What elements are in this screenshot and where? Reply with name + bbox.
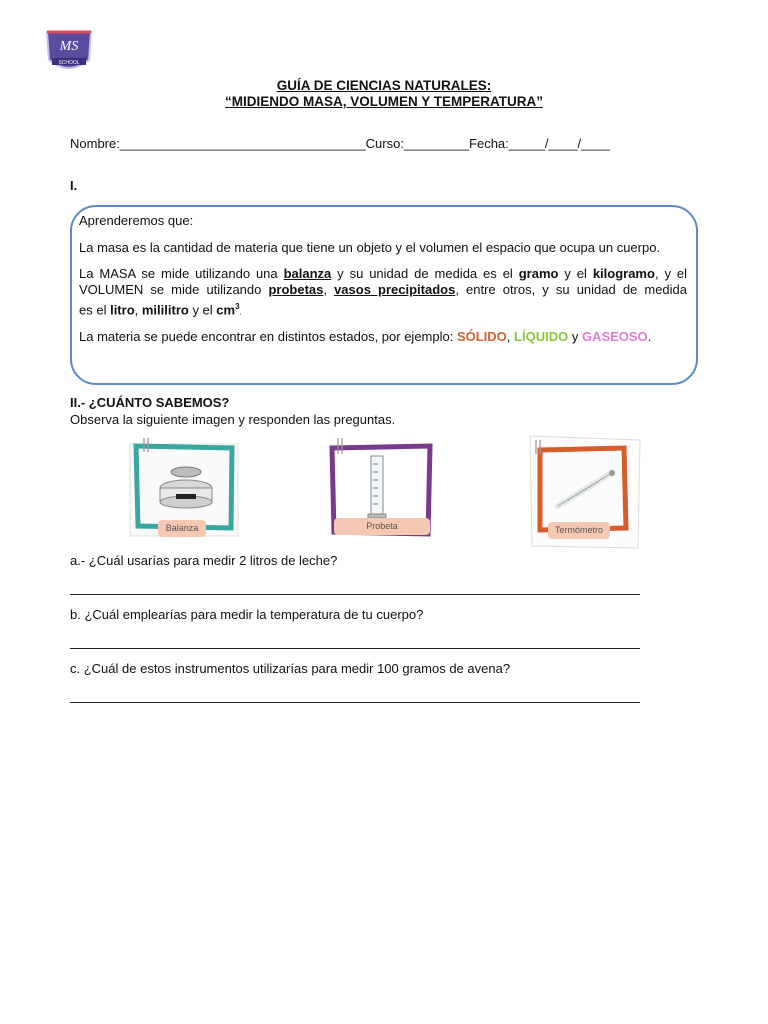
question-c: c. ¿Cuál de estos instrumentos utilizarías para medir 100 gramos de avena?: [70, 661, 511, 676]
title-line-1: GUÍA DE CIENCIAS NATURALES:: [276, 78, 492, 93]
card-probeta-label: Probeta: [334, 518, 430, 535]
state-liquido: LÍQUIDO: [514, 329, 569, 344]
keyword-mililitro: mililitro: [141, 302, 189, 318]
answer-line-b[interactable]: [70, 648, 640, 649]
learning-paragraph-1: La masa es la cantidad de materia que tiene un objeto y el volumen el espacio que ocupa un cuerpo.: [79, 240, 661, 255]
graduated-cylinder-icon: [368, 456, 386, 518]
card-balanza: [128, 438, 240, 540]
answer-line-a[interactable]: [70, 594, 640, 595]
question-b: b. ¿Cuál emplearías para medir la temperatura de tu cuerpo?: [70, 607, 424, 622]
student-info-line: Nombre:__________________________________Curso:_________Fecha:_____/____/____: [70, 136, 610, 151]
learning-intro: Aprenderemos que:: [79, 213, 194, 228]
keyword-litro: litro: [110, 302, 135, 318]
section-2-heading: II.- ¿CUÁNTO SABEMOS?: [70, 395, 230, 410]
card-probeta: [326, 438, 438, 540]
question-a: a.- ¿Cuál usarías para medir 2 litros de leche?: [70, 553, 338, 568]
answer-line-c[interactable]: [70, 702, 640, 703]
section-1-label: I.: [70, 178, 78, 193]
learning-paragraph-2-line-2: VOLUMEN se mide utilizando probetas, vasos precipitados, entre otros, y su unidad de medida: [79, 282, 687, 297]
learning-paragraph-3: La materia se puede encontrar en distintos estados, por ejemplo: SÓLIDO, LÍQUIDO y GASEOSO.: [79, 329, 652, 344]
keyword-cm: cm: [216, 302, 236, 318]
learning-paragraph-2-line-3: es el litro, mililitro y el $cm^3$.: [79, 302, 242, 318]
keyword-vasos: vasos precipitados: [334, 282, 456, 297]
keyword-gramo: gramo: [518, 266, 559, 281]
logo-subtext: SCHOOL: [58, 60, 80, 66]
learning-paragraph-2-line-1: La MASA se mide utilizando una balanza y su unidad de medida es el gramo y el kilogramo, y el: [79, 266, 687, 281]
card-termometro-label: Termómetro: [548, 522, 610, 539]
keyword-balanza: balanza: [283, 266, 332, 281]
school-logo: [43, 28, 95, 74]
keyword-kilogramo: kilogramo: [592, 266, 655, 281]
card-balanza-label: Balanza: [158, 520, 206, 537]
state-gaseoso: GASEOSO: [581, 329, 648, 344]
section-2-instruction: Observa la siguiente imagen y responden las preguntas.: [70, 412, 396, 427]
state-solido: SÓLIDO: [456, 329, 507, 344]
card-termometro: [528, 434, 642, 550]
keyword-probetas: probetas: [268, 282, 324, 297]
logo-text: MS: [59, 39, 79, 54]
title-line-2: “MIDIENDO MASA, VOLUMEN Y TEMPERATURA”: [224, 94, 543, 109]
